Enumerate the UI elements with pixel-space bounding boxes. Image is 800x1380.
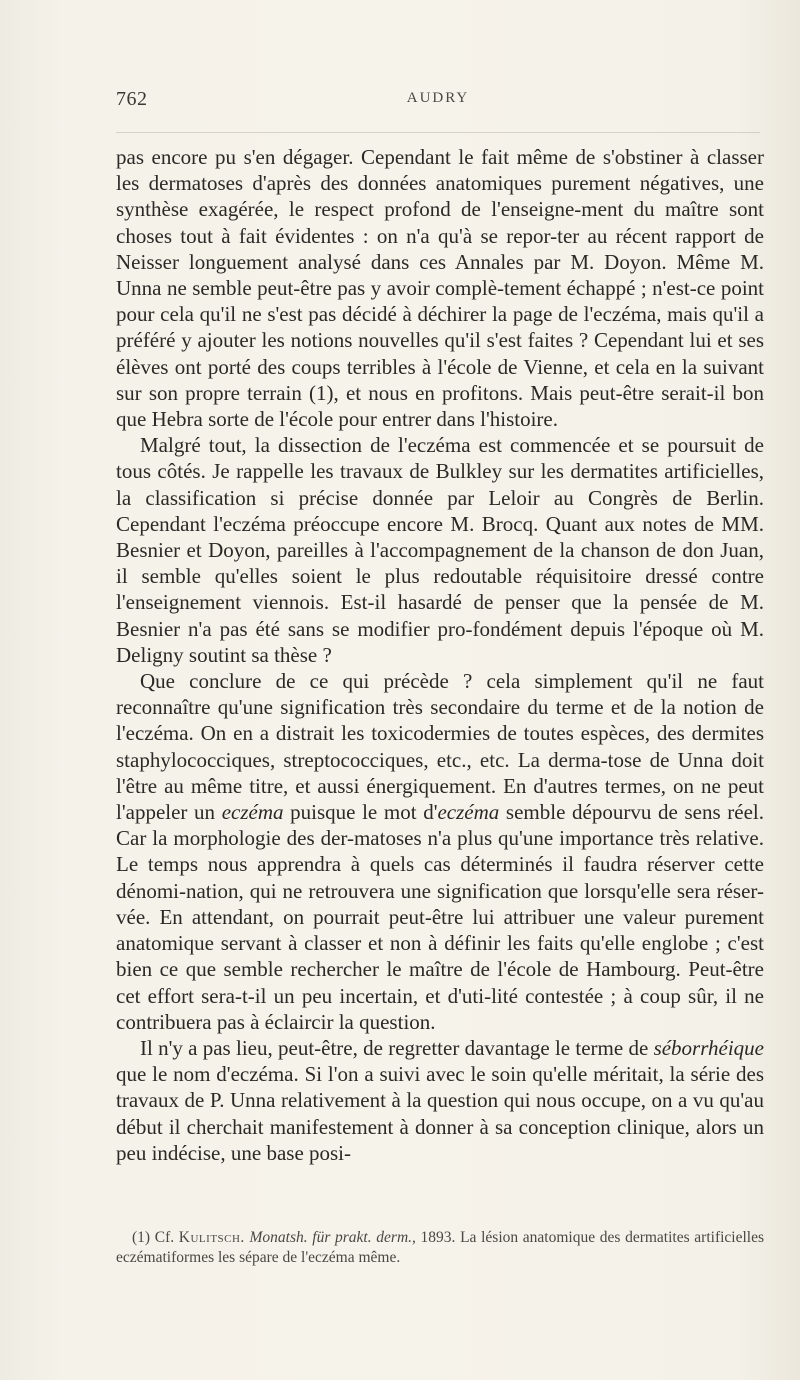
header-divider xyxy=(116,132,760,133)
italic-term: eczéma xyxy=(221,800,284,825)
running-title: AUDRY xyxy=(406,90,470,106)
italic-term: eczéma xyxy=(437,800,500,825)
paragraph-3: Que conclure de ce qui précède ? cela simplement qu'il ne faut reconnaître qu'une signification très secondaire du terme et de la notion de l'eczéma. On en a distrait les toxicodermies de toutes espèces, des dermites staphylococciques, streptococciques, etc., etc. La derma-tose de Unna doit l'être au même titre, et aussi énergiquement. En d'autres termes, on ne peut l'appeler un eczéma puisque le mot d'eczéma semble dépourvu de sens réel. Car la morphologie des der-matoses n'a plus qu'une importance très relative. Le temps nous apprendra à quels cas déterminés il faudra réserver cette dénomi-nation, qui ne retrouvera une signification que lorsqu'elle sera réser-vée. En attendant, on pourrait peut-être lui attribuer une valeur purement anatomique servant à classer et non à définir les faits qu'elle englobe ; c'est bien ce que semble rechercher le maître de l'école de Hambourg. Peut-être cet effort sera-t-il un peu incertain, et d'uti-lité contestée ; à coup sûr, il ne contribuera pas à éclaircir la question. xyxy=(116,669,764,1034)
page-header xyxy=(116,88,760,118)
footnote-author: Kulitsch. xyxy=(178,1229,245,1246)
footnote-journal: Monatsh. für prakt. derm. xyxy=(249,1229,413,1246)
paragraph-2: Malgré tout, la dissection de l'eczéma est commencée et se poursuit de tous côtés. Je rappelle les travaux de Bulkley sur les dermatites artificielles, la classification si précise donnée par Leloir au Congrès de Berlin. Cependant l'eczéma préoccupe encore M. Brocq. Quant aux notes de MM. Besnier et Doyon, pareilles à l'accompagnement de la chanson de don Juan, il semble qu'elles soient le plus redoutable réquisitoire dressé contre l'enseignement viennois. Est-il hasardé de penser que la pensée de M. Besnier n'a pas été sans se modifier pro-fondément depuis l'époque où M. Deligny soutint sa thèse ? xyxy=(116,433,764,667)
footnote-1: (1) Cf. Kulitsch. Monatsh. für prakt. derm., 1893. La lésion anatomique des dermatites artificielles eczématiformes les sépare de l'eczéma même. xyxy=(116,1229,765,1266)
footnote-reference: (1) xyxy=(309,380,334,405)
paragraph-4: Il n'y a pas lieu, peut-être, de regretter davantage le terme de séborrhéique que le nom d'eczéma. Si l'on a suivi avec le soin qu'elle méritait, la série des travaux de P. Unna relativement à la question qui nous occupe, on a vu qu'au début il cherchait manifestement à donner à sa conception clinique, alors un peu indécise, une base posi- xyxy=(116,1035,764,1165)
paragraph-1: pas encore pu s'en dégager. Cependant le fait même de s'obstiner à classer les dermatoses d'après des données anatomiques purement négatives, une synthèse exagérée, le respect profond de l'enseigne-ment du maître sont choses tout à fait évidentes : on n'a qu'à se repor-ter au récent rapport de Neisser longuement analysé dans ces Annales par M. Doyon. Même M. Unna ne semble peut-être pas y avoir complè-tement échappé ; n'est-ce point pour cela qu'il ne s'est pas décidé à déchirer la page de l'eczéma, mais qu'il a préféré y ajouter les notions nouvelles qu'il s'est faites ? Cependant lui et ses élèves ont porté des coups terribles à l'école de Vienne, et cela en la suivant sur son propre terrain (1), et nous en profitons. Mais peut-être serait-il bon que Hebra sorte de l'école pour entrer dans l'histoire. xyxy=(116,145,764,432)
main-text xyxy=(116,144,764,1166)
italic-term: séborrhéique xyxy=(653,1035,764,1060)
footnotes xyxy=(116,1228,764,1268)
page-number: 762 xyxy=(116,88,148,110)
